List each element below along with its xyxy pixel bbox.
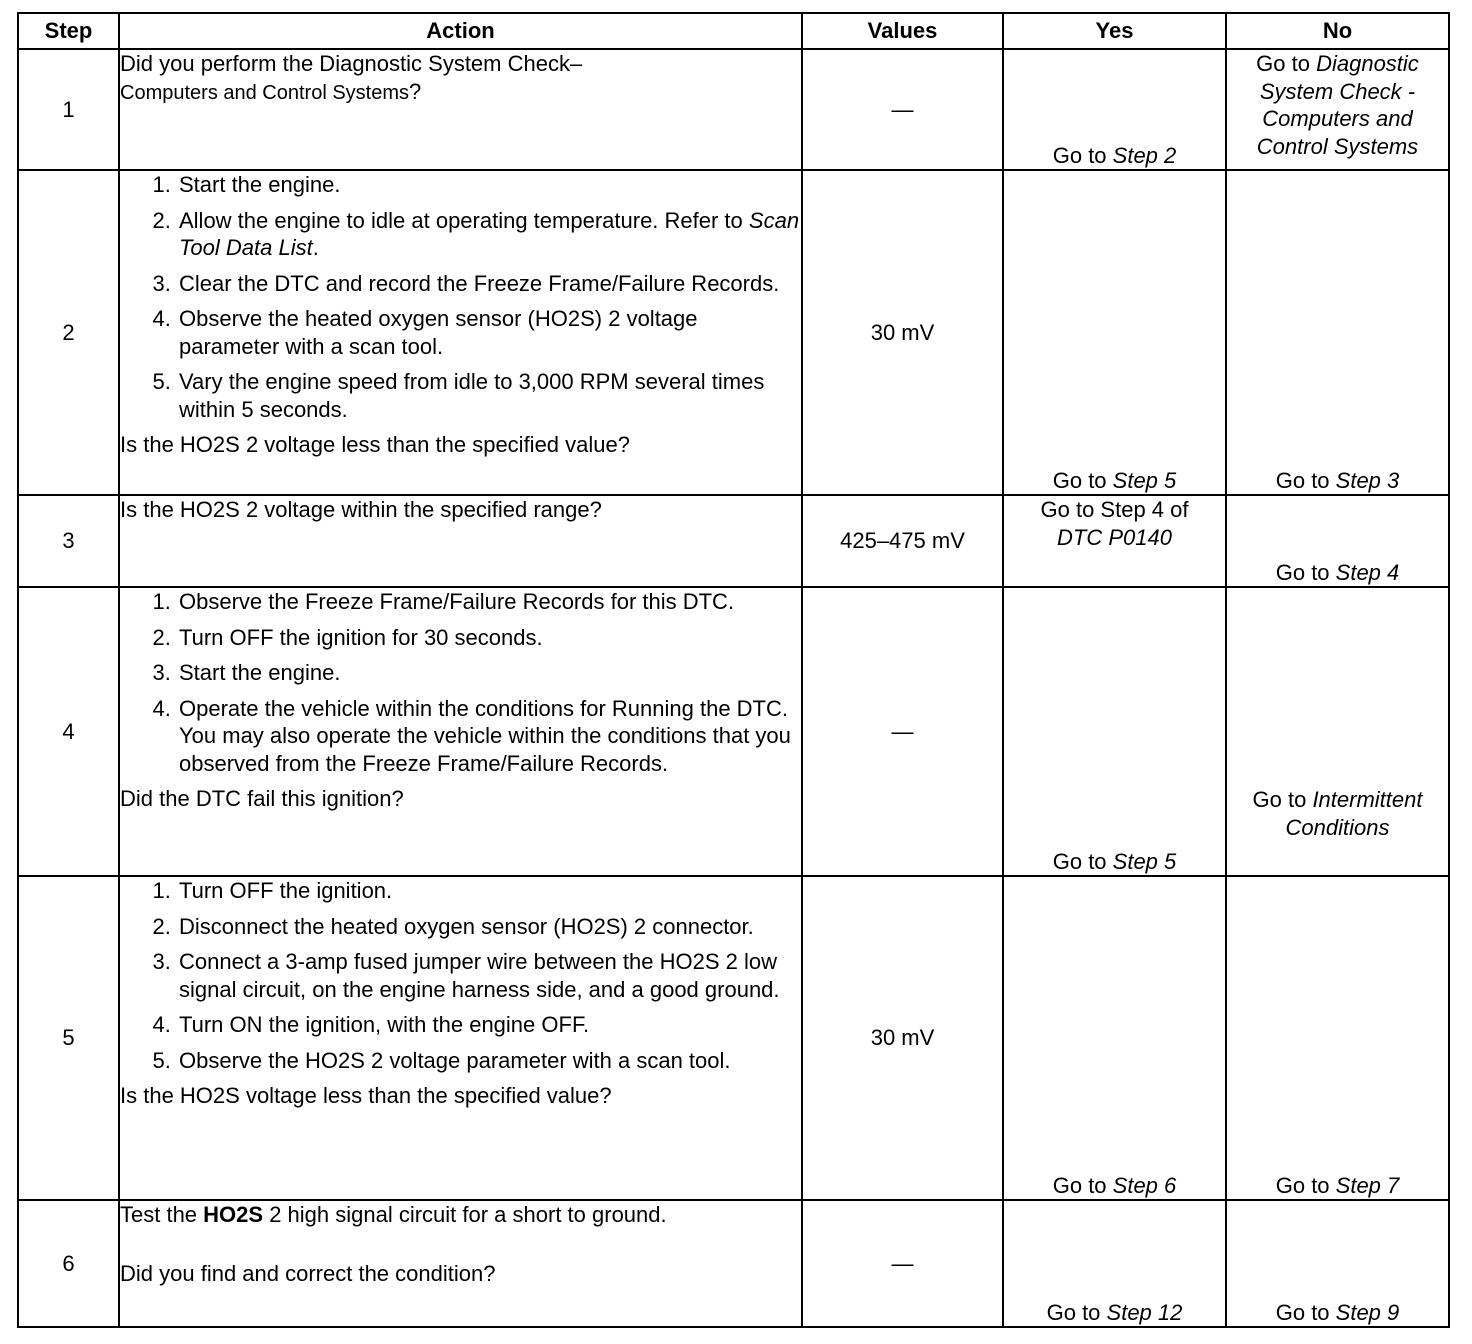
diagnostic-table <box>17 12 1450 1328</box>
yes-link[interactable]: Step 5 <box>1112 848 1177 874</box>
value-cell: — <box>802 1200 1003 1327</box>
action-question: Is the HO2S 2 voltage within the specified range? <box>120 497 602 522</box>
yes-cell[interactable]: Go to Step 6 <box>1003 876 1226 1200</box>
yes-link[interactable]: Step 5 <box>1112 467 1177 493</box>
action-cell <box>119 587 802 876</box>
header-values: Values <box>802 13 1003 49</box>
value-cell: 30 mV <box>802 170 1003 495</box>
action-question: Is the HO2S voltage less than the specified value? <box>120 1083 612 1108</box>
no-cell[interactable]: Go to Step 3 <box>1226 170 1449 495</box>
value-cell: 30 mV <box>802 876 1003 1200</box>
no-cell[interactable]: Go to Diagnostic System Check - Computers and Control Systems <box>1226 49 1449 170</box>
no-link[interactable]: Step 3 <box>1335 467 1400 493</box>
action-question: Did the DTC fail this ignition? <box>120 786 404 811</box>
yes-link[interactable]: DTC P0140 <box>1057 524 1172 550</box>
no-cell[interactable]: Go to Step 4 <box>1226 495 1449 587</box>
spacer <box>120 1229 801 1257</box>
step-number: 6 <box>18 1200 119 1327</box>
step-number: 2 <box>18 170 119 495</box>
no-cell[interactable]: Go to Intermittent Conditions <box>1226 587 1449 876</box>
header-step: Step <box>18 13 119 49</box>
table-row <box>18 587 1449 876</box>
table-row <box>18 170 1449 495</box>
step-number: 1 <box>18 49 119 170</box>
step-number: 3 <box>18 495 119 587</box>
table-row <box>18 495 1449 587</box>
no-link[interactable]: Diagnostic System Check - Computers and Control Systems <box>1256 51 1419 159</box>
table-row <box>18 1200 1449 1327</box>
action-step: 1. Observe the Freeze Frame/Failure Records for this DTC. <box>177 588 801 616</box>
yes-link[interactable]: Step 2 <box>1112 142 1177 168</box>
yes-cell[interactable]: Go to Step 2 <box>1003 49 1226 170</box>
no-link[interactable]: Step 7 <box>1335 1172 1400 1198</box>
action-step: 2. Disconnect the heated oxygen sensor (HO2S) 2 connector. <box>177 913 801 941</box>
step-number: 4 <box>18 587 119 876</box>
action-question: Did you find and correct the condition? <box>120 1260 496 1286</box>
action-step: 4. Observe the heated oxygen sensor (HO2S) 2 voltage parameter with a scan tool. <box>177 305 801 360</box>
action-cell <box>119 876 802 1200</box>
action-question: Is the HO2S 2 voltage less than the specified value? <box>120 432 630 457</box>
header-no: No <box>1226 13 1449 49</box>
action-cell <box>119 49 802 170</box>
action-step: 5. Observe the HO2S 2 voltage parameter with a scan tool. <box>177 1047 801 1075</box>
value-cell: — <box>802 587 1003 876</box>
header-row <box>18 13 1449 49</box>
action-statement: Test the HO2S 2 high signal circuit for a short to ground. <box>120 1202 667 1227</box>
header-action: Action <box>119 13 802 49</box>
action-step: 1. Start the engine. <box>177 171 801 199</box>
action-step: 4. Operate the vehicle within the conditions for Running the DTC. You may also operate the vehicle within the conditions that you observed from the Freeze Frame/Failure Records. <box>177 695 801 778</box>
yes-link[interactable]: Step 12 <box>1106 1299 1183 1325</box>
value-cell: — <box>802 49 1003 170</box>
action-step: 4. Turn ON the ignition, with the engine OFF. <box>177 1011 801 1039</box>
action-step: 3. Connect a 3-amp fused jumper wire between the HO2S 2 low signal circuit, on the engine harness side, and a good ground. <box>177 948 801 1003</box>
action-cell <box>119 1200 802 1327</box>
yes-cell[interactable]: Go to Step 5 <box>1003 587 1226 876</box>
action-step: 3. Start the engine. <box>177 659 801 687</box>
action-cell <box>119 495 802 587</box>
no-link[interactable]: Step 4 <box>1335 559 1400 585</box>
yes-link[interactable]: Step 6 <box>1112 1172 1177 1198</box>
yes-cell[interactable]: Go to Step 4 of DTC P0140 <box>1003 495 1226 587</box>
action-steps <box>120 877 801 1074</box>
yes-cell[interactable]: Go to Step 12 <box>1003 1200 1226 1327</box>
table-row <box>18 876 1449 1200</box>
table-row <box>18 49 1449 170</box>
action-step: 3. Clear the DTC and record the Freeze Frame/Failure Records. <box>177 270 801 298</box>
header-yes: Yes <box>1003 13 1226 49</box>
value-cell: 425–475 mV <box>802 495 1003 587</box>
no-link[interactable]: Step 9 <box>1335 1299 1400 1325</box>
action-step: 1. Turn OFF the ignition. <box>177 877 801 905</box>
action-step: 5. Vary the engine speed from idle to 3,000 RPM several times within 5 seconds. <box>177 368 801 423</box>
yes-cell[interactable]: Go to Step 5 <box>1003 170 1226 495</box>
action-steps <box>120 171 801 423</box>
action-step: 2. Turn OFF the ignition for 30 seconds. <box>177 624 801 652</box>
action-cell <box>119 170 802 495</box>
no-link[interactable]: Intermittent Conditions <box>1285 787 1423 840</box>
scan-tool-data-list-link[interactable]: Scan Tool Data List <box>179 207 800 260</box>
no-cell[interactable]: Go to Step 9 <box>1226 1200 1449 1327</box>
step-number: 5 <box>18 876 119 1200</box>
no-cell[interactable]: Go to Step 7 <box>1226 876 1449 1200</box>
action-question: Did you perform the Diagnostic System Check– Computers and Control Systems? <box>120 51 583 104</box>
action-steps <box>120 588 801 777</box>
action-step: 2. Allow the engine to idle at operating temperature. Refer to Scan Tool Data List. <box>177 207 801 262</box>
